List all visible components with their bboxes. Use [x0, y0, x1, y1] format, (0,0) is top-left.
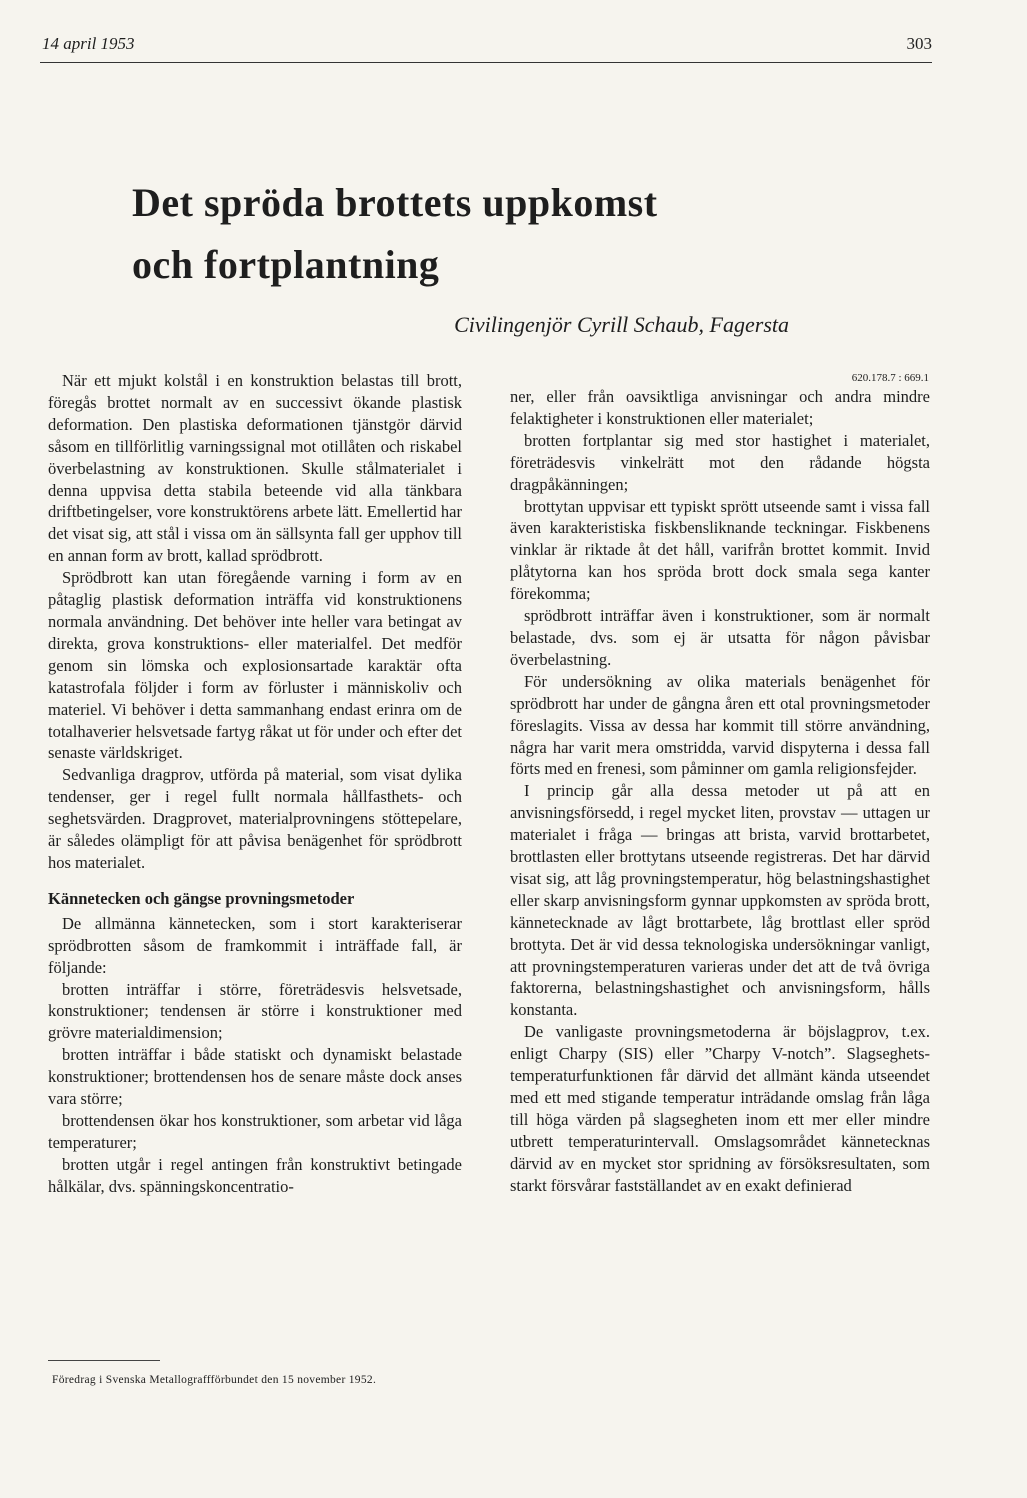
section-heading: Kännetecken och gängse provningsmetoder [48, 888, 355, 908]
article-title [132, 172, 912, 296]
list-item: brotten utgår i regel antingen från konstruktivt betingade hålkälar, dvs. spänningskoncentratio- [48, 1154, 462, 1196]
list-item: brotten inträffar i större, företrädesvis helsvetsade, konstruktioner; tendensen är större i konstruktioner med grövre materialdimension; [48, 979, 462, 1043]
title-line-1: Det spröda brottets uppkomst [132, 180, 658, 225]
list-item: brotten fortplantar sig med stor hastighet i materialet, företrädesvis vinkelrätt mot den rådande högsta dragpåkänningen; [510, 430, 930, 494]
paragraph: När ett mjukt kolstål i en konstruktion belastas till brott, föregås brottet normalt av en successivt ökande plastisk deformation. Den plastiska deformationen tjänstgör därvid såsom en tillförlitlig varningssignal mot otillåten och riskabel överbelastning av konstruktionen. Skulle stålmaterialet i denna uppvisa detta stabila beteende vid alla tänkbara driftbetingelser, vore konstruktörens arbete lätt. Emellertid har det visat sig, att stål i vissa om än sällsynta fall ger upphov till en annan form av brott, kallad sprödbrott. [48, 371, 462, 566]
list-item: brottytan uppvisar ett typiskt sprött utseende samt i vissa fall även karakteristiska fiskbensliknande teckningar. Fiskbenens vinklar är riktade åt det håll, varifrån brottet kommit. Invid plåtytorna kan hos spröda brott dock smala sega kanter förekomma; [510, 496, 930, 604]
footnote-rule [48, 1360, 160, 1361]
right-column [510, 386, 930, 1197]
paragraph: För undersökning av olika materials benägenhet för sprödbrott har under de gångna åren ett otal provningsmetoder föreslagits. Vissa av dessa har kommit till större användning, några har varit mera omstridda, varvid dispyterna i dessa fall förts med en frenesi, som påminner om gamla religionsfejder. [510, 671, 930, 779]
paragraph-continuation: ner, eller från oavsiktliga anvisningar och andra mindre felaktigheter i konstruktionen eller materialet; [510, 387, 930, 428]
list-item: brottendensen ökar hos konstruktioner, som arbetar vid låga temperaturer; [48, 1111, 462, 1152]
footnote: Föredrag i Svenska Metallograffförbundet den 15 november 1952. [52, 1374, 377, 1386]
paragraph: De vanligaste provningsmetoderna är böjslagprov, t.ex. enligt Charpy (SIS) eller ”Charpy V-notch”. Slagseghets-temperaturfunktionen får därvid det allmänt kända utseendet med ett med stigande temperatur inträdande omslag från låga till höga värden på slagsegheten inom ett mer eller mindre utbrett temperaturintervall. Omslagsområdet kännetecknas därvid av en mycket stor spridning av försöksresultaten, som starkt försvårar fastställandet av en exakt definierad [510, 1022, 930, 1195]
paragraph: Sedvanliga dragprov, utförda på material, som visat dylika tendenser, ger i regel fullt normala hållfasthets- och seghetsvärden. Dragprovet, materialprovningens stöttepelare, är således olämpligt för att påvisa benägenhet för sprödbrott hos materialet. [48, 765, 462, 872]
list-item: sprödbrott inträffar även i konstruktioner, som är normalt belastade, dvs. som ej är utsatta för någon påvisbar överbelastning. [510, 606, 930, 669]
list-item: brotten inträffar i både statiskt och dynamiskt belastade konstruktioner; brottendensen hos de senare måste dock anses vara större; [48, 1045, 462, 1109]
paragraph: De allmänna kännetecken, som i stort karakteriserar sprödbrotten såsom de framkommit i inträffade fall, är följande: [48, 913, 462, 977]
issue-date: 14 april 1953 [42, 34, 135, 53]
page-number: 303 [906, 34, 932, 53]
classification-code: 620.178.7 : 669.1 [851, 372, 929, 384]
paragraph: I princip går alla dessa metoder ut på att en anvisningsförsedd, i regel mycket liten, provstav — uttagen ur materialet i fråga — bringas att brista, varvid brottarbetet, brottlasten eller brottytans utseende registreras. Det har därvid visat sig, att låg provningstemperatur, hög belastningshastighet eller skarp anvisningsform gynnar uppkomsten av spröda brott, kännetecknade av lågt brottarbete, låg brottlast eller spröd brottyta. Det är vid dessa teknologiska undersökningar vanligt, att provningstemperaturen varieras under det att de två övriga faktorerna, belastningshastighet och anvisningsform, hålls konstanta. [510, 781, 930, 1020]
page-header [40, 32, 932, 63]
title-line-2: och fortplantning [132, 242, 440, 287]
author-byline: Civilingenjör Cyrill Schaub, Fagersta [454, 312, 789, 337]
paragraph: Sprödbrott kan utan föregående varning i form av en påtaglig plastisk deformation inträffa vid konstruktionens normala användning. Det behöver inte heller vara betingat av direkta, grova konstruktions- eller materialfel. Det medför genom sin lömska och explosionsartade karaktär ofta katastrofala följder i form av förluster i människoliv och materiel. Vi behöver i detta sammanhang endast erinra om de totalhaverier helsvetsade fartyg råkat ut för under och efter det senaste världskriget. [48, 568, 462, 763]
left-column [48, 370, 462, 1198]
